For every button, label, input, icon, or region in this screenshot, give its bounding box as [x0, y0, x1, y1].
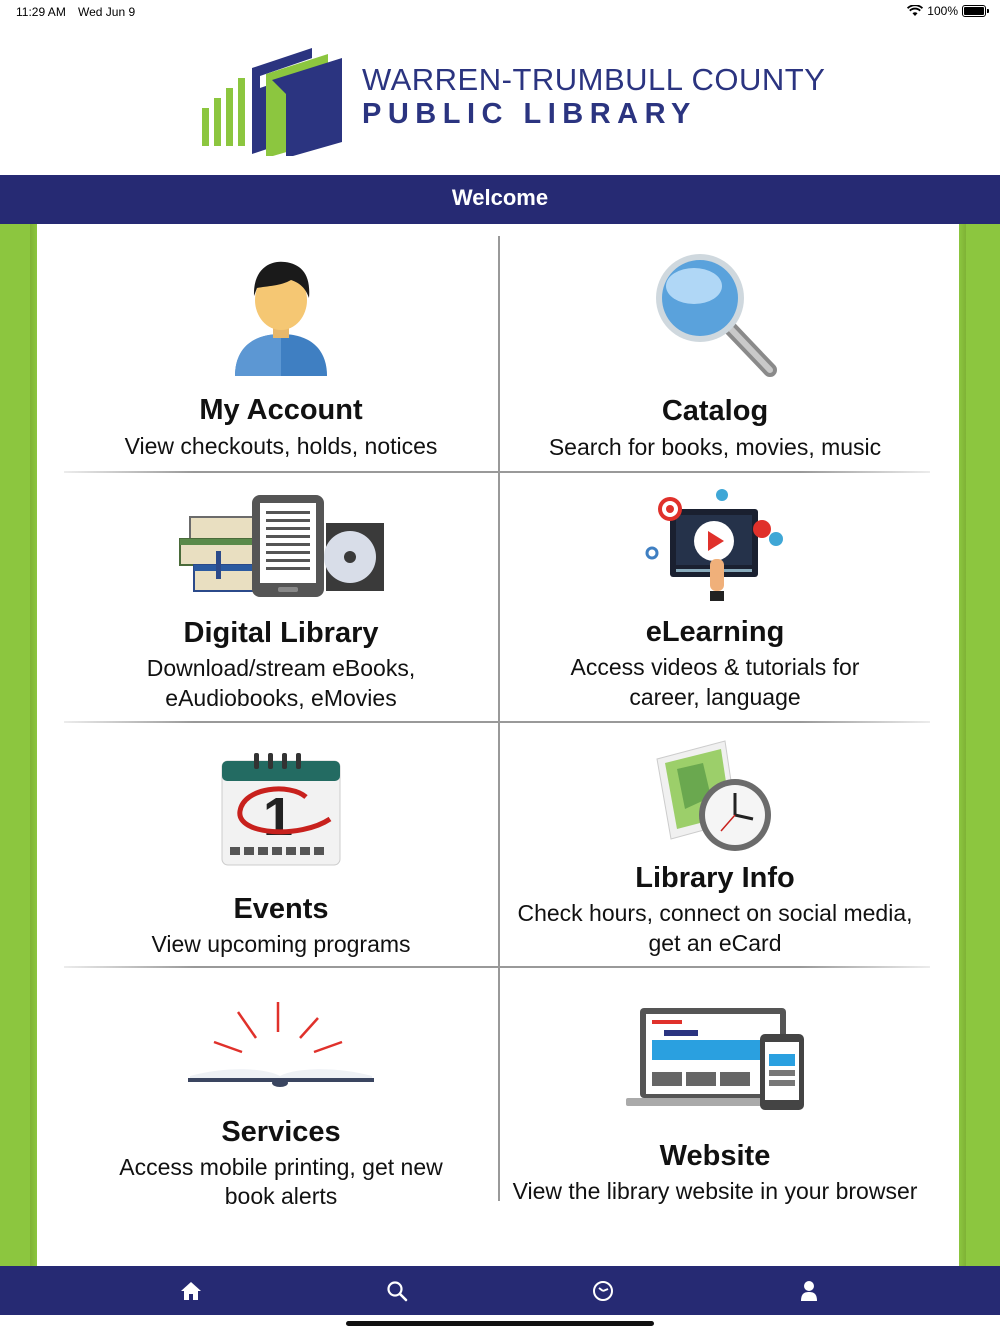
bottom-tab-bar [0, 1266, 1000, 1315]
tile-desc: View upcoming programs [151, 931, 411, 957]
tile-desc-line1: Check hours, connect on social media, [517, 900, 913, 926]
tile-desc-line2: get an eCard [648, 930, 782, 956]
tile-services[interactable] [64, 968, 498, 1214]
tile-catalog[interactable] [500, 236, 930, 471]
tile-title: Events [233, 893, 329, 925]
clock-icon [592, 1280, 614, 1302]
tile-title: Digital Library [183, 617, 379, 649]
tab-account[interactable] [779, 1266, 839, 1315]
tile-title: eLearning [645, 616, 785, 648]
home-icon [180, 1281, 202, 1301]
tile-my-account[interactable] [64, 236, 498, 471]
map-clock-icon [655, 739, 775, 853]
tab-search[interactable] [367, 1266, 427, 1315]
tile-desc-line1: Download/stream eBooks, [146, 655, 416, 681]
tile-desc: Search for books, movies, music [548, 434, 882, 460]
video-player-icon [642, 487, 788, 607]
logo-title-line1: WARREN-TRUMBULL COUNTY [362, 62, 826, 97]
frame-shadow-left [30, 224, 37, 1266]
tab-home[interactable] [161, 1266, 221, 1315]
tile-desc-line1: Access videos & tutorials for [570, 654, 860, 680]
open-book-icon [186, 998, 376, 1090]
tile-elearning[interactable] [500, 473, 930, 721]
tile-desc-line2: eAudiobooks, eMovies [165, 685, 397, 711]
tile-desc-line2: book alerts [224, 1183, 338, 1209]
logo-title-line2: PUBLIC LIBRARY [362, 98, 697, 130]
welcome-bar: Welcome [0, 175, 1000, 224]
tile-desc: View checkouts, holds, notices [124, 433, 438, 459]
tile-title: Services [221, 1116, 341, 1148]
wifi-icon [907, 5, 923, 17]
magnifier-icon [650, 248, 780, 378]
tile-title: Catalog [661, 395, 769, 427]
status-bar [0, 0, 1000, 24]
battery-icon [962, 5, 986, 17]
tile-website[interactable] [500, 968, 930, 1214]
frame-shadow-right [959, 224, 966, 1266]
tile-events[interactable] [64, 723, 498, 966]
devices-icon [624, 1006, 806, 1112]
status-date: Wed Jun 9 [78, 5, 136, 19]
calendar-icon [220, 753, 342, 867]
tab-hours[interactable] [573, 1266, 633, 1315]
tile-title: Library Info [635, 862, 795, 894]
person-icon [800, 1280, 818, 1302]
header [0, 24, 1000, 175]
library-logo-icon [200, 46, 348, 156]
tile-desc-line2: career, language [629, 684, 801, 710]
ereader-icon [176, 493, 386, 599]
tile-title: Website [659, 1140, 771, 1172]
battery-percent: 100% [927, 4, 958, 18]
svg-text:1: 1 [262, 787, 294, 847]
tile-title: My Account [199, 394, 363, 426]
tile-library-info[interactable] [500, 723, 930, 966]
status-indicators [907, 4, 986, 18]
home-indicator[interactable] [346, 1321, 654, 1326]
tile-desc-line1: Access mobile printing, get new [119, 1154, 443, 1180]
user-icon [231, 256, 331, 380]
tile-desc: View the library website in your browser [512, 1178, 918, 1204]
status-time: 11:29 AM [16, 5, 66, 19]
search-icon [386, 1280, 408, 1302]
tile-digital-library[interactable] [64, 473, 498, 721]
